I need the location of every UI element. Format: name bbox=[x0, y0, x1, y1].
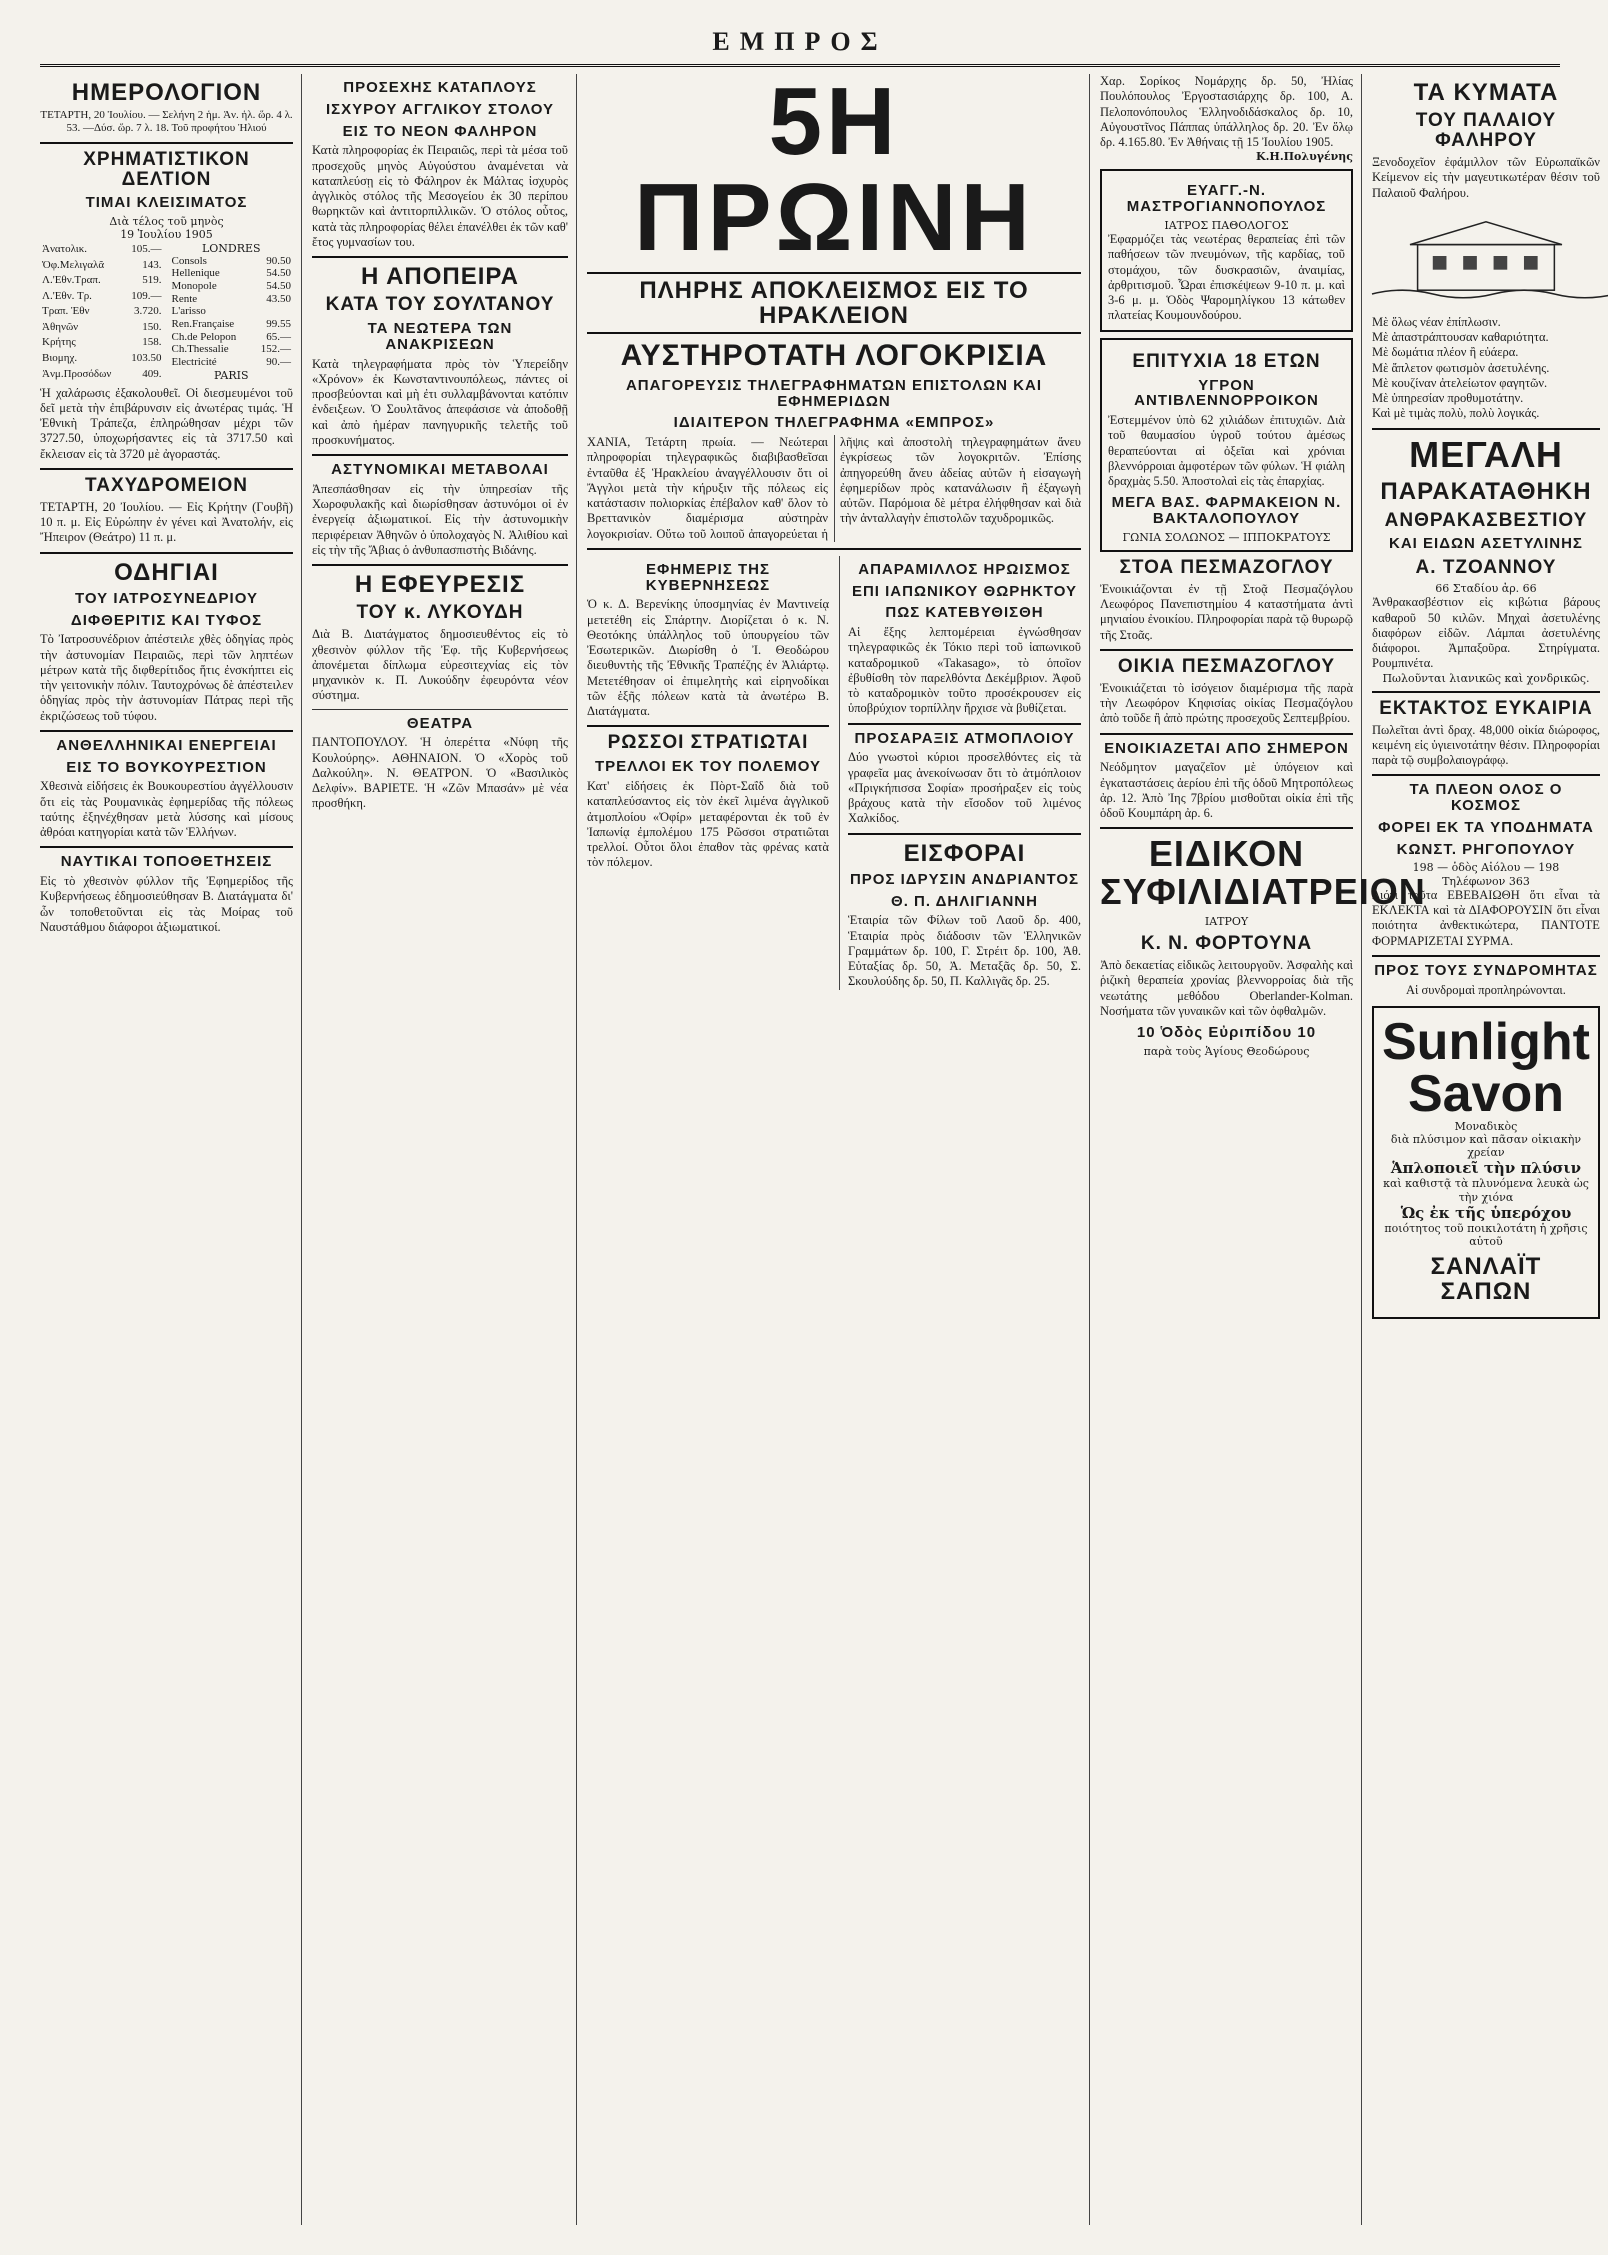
stoa-text: Ἐνοικιάζονται ἐν τῇ Στοᾷ Πεσμαζόγλου Λεωφόρος Πανεπιστημίου 4 καταστήματα ἀντὶ μηνιαίου ἐνοικίου. Πληροφορίαι παρὰ τῷ θυρωρῷ τῆς Στοᾶς. bbox=[1100, 581, 1353, 642]
waves-list-item: Μὲ κουζίναν ἀτελείωτον φαγητῶν. bbox=[1372, 375, 1548, 390]
rate-label: Ch.Thessalie bbox=[171, 343, 229, 356]
rate-label: Hellenique bbox=[171, 267, 220, 280]
sunlight-line-3: Ἁπλοποιεῖ τὴν πλύσιν bbox=[1390, 1159, 1582, 1178]
theatre-text: ΠΑΝΤΟΠΟΥΛΟΥ. Ἡ ὀπερέττα «Νύφη τῆς Κουλούρης». ΑΘΗΝΑΙΟΝ. Ὁ «Χορὸς τοῦ Δαλκούλη». Ν. ΘΕΑΤΡΟΝ. Ὁ «Βασιλικὸς Δελφίν». ΒΑΡΙΕΤΕ. Ἡ «Ζῶν Μπασάν» μὲ νέα προσθήκη. bbox=[312, 735, 568, 811]
guide-subtitle: ΤΟΥ ΙΑΤΡΟΣΥΝΕΔΡΙΟΥ bbox=[75, 589, 258, 607]
clinic-name: Κ. Ν. ΦΟΡΤΟΥΝΑ bbox=[1140, 933, 1313, 955]
doctor-role: ΙΑΤΡΟΣ ΠΑΘΟΛΟΓΟΣ bbox=[1164, 218, 1289, 232]
naval-title: ΝΑΥΤΙΚΑΙ ΤΟΠΟΘΕΤΗΣΕΙΣ bbox=[60, 853, 273, 871]
sale-title: ΕΚΤΑΚΤΟΣ ΕΥΚΑΙΡΙΑ bbox=[1379, 697, 1593, 719]
rate-row bbox=[40, 335, 164, 351]
subscribers-title: ΠΡΟΣ ΤΟΥΣ ΣΥΝΔΡΟΜΗΤΑΣ bbox=[1374, 961, 1598, 979]
fleet-subtitle-2: ΕΙΣ ΤΟ ΝΕΟΝ ΦΑΛΗΡΟΝ bbox=[342, 122, 538, 140]
house-title: ΟΙΚΙΑ ΠΕΣΜΑΖΟΓΛΟΥ bbox=[1117, 655, 1336, 677]
lead-story: ΧΑΝΙΑ, Τετάρτη πρωία. — Νεώτεραι πληροφορίαι τηλεγραφικῶς διαβιβασθεῖσαι ἐνταῦθα ἐξ Ἡρακλείου ἀναγγέλλουσιν ὅτι οἱ Ἄγγλοι μετὰ τὴν κήρυξιν τῆς πόλεως εἰς κατάστασιν πολιορκίας ἐπέβαλον καθ' ὅλον τὸ Βρεττανικὸν διαμέρισμα αὐστηρὰν λογοκρισίαν. Οὕτω τοῦ λοιποῦ ἀπαγορεύεται ἡ λῆψις καὶ ἀποστολὴ τηλεγραφημάτων ἄνευ ἐγκρίσεως τῶν λογοκριτῶν. Ἐπίσης ἀπηγορεύθη ἄνευ ἀδείας αὐτῶν ἡ εἰσαγωγὴ ἐφημερίδων πρὸς κατανάλωσιν ἢ ἐξαγωγὴ αὐτῶν. Παρόμοια δὲ μέτρα ἐλήφθησαν καὶ διὰ τὴν ἀνταλλαγὴν ἐπιστολῶν ταχυδρομικῶς. bbox=[587, 435, 1081, 541]
sunlight-line-1: Μοναδικὸς bbox=[1454, 1119, 1518, 1133]
rate-value: 65.— bbox=[266, 330, 291, 343]
rate-label: Κρήτης bbox=[42, 336, 76, 349]
columns bbox=[40, 68, 1600, 2225]
finance-rates bbox=[40, 242, 293, 382]
shoes-subtitle: ΦΟΡΕΙ ΕΚ ΤΑ ΥΠΟΔΗΜΑΤΑ bbox=[1378, 818, 1594, 836]
rate-value: 54.50 bbox=[266, 280, 291, 293]
waves-list-item: Καὶ μὲ τιμὰς πολὺ, πολὺ λογικάς. bbox=[1372, 406, 1540, 421]
rate-row bbox=[170, 331, 294, 344]
stranding-title: ΠΡΟΣΑΡΑΞΙΣ ΑΤΜΟΠΛΟΙΟΥ bbox=[854, 729, 1075, 747]
statue-text: Ἑταιρία τῶν Φίλων τοῦ Λαοῦ δρ. 400, Ἑταιρία πρὸς διάδοσιν τῶν Ἑλληνικῶν Γραμμάτων δρ. 100, Γ. Στρέιτ δρ. 100, Ἀθ. Εὐταξίας δρ. 50, Ἀ. Μεταξᾶς δρ. 50, Σ. Σκουλούδης δρ. 50, Π. Καλλιγᾶς δρ. 25. bbox=[848, 913, 1081, 989]
rates-right-table bbox=[170, 255, 294, 369]
clinic-address-2: παρὰ τοὺς Ἁγίους Θεοδώρους bbox=[1143, 1044, 1310, 1058]
waves-list-item: Μὲ ὅλως νέαν ἐπίπλωσιν. bbox=[1372, 314, 1501, 329]
donors-signature: Κ.Η.Πολυγένης bbox=[1256, 150, 1353, 164]
london-label: LONDRES bbox=[201, 241, 261, 255]
finance-subtitle: ΤΙΜΑΙ ΚΛΕΙΣΙΜΑΤΟΣ bbox=[85, 194, 248, 212]
waves-list-item: Μὲ ἄπλετον φωτισμὸν ἀσετυλένης. bbox=[1372, 360, 1550, 375]
sunlight-line-2: διὰ πλύσιμον καὶ πᾶσαν οἰκιακὴν χρείαν bbox=[1390, 1133, 1582, 1160]
pharmacy-name: ΜΕΓΑ ΒΑΣ. ΦΑΡΜΑΚΕΙΟΝ Ν. ΒΑΚΤΑΛΟΠΟΥΛΟΥ bbox=[1111, 494, 1342, 528]
rate-row bbox=[170, 356, 294, 369]
shoes-text: Διότι ταῦτα ΕΒΕΒΑΙΩΘΗ ὅτι εἶναι τὰ ΕΚΛΕΚΤΑ καὶ τὰ ΔΙΑΦΟΡΟΥΣΙΝ ὅτι εἶναι ποιότητα ἀνθεκτικώτερα, ΠΑΝΤΟΤΕ ΦΟΡΜΑΡΙΖΕΤΑΙ ΣΥΡΜΑ. bbox=[1372, 887, 1600, 948]
rate-value bbox=[252, 305, 293, 318]
column-2 bbox=[312, 74, 577, 2225]
rate-row bbox=[170, 293, 294, 306]
post-title: ΤΑΧΥΔΡΟΜΕΙΟΝ bbox=[85, 474, 248, 496]
invention-subtitle: ΤΟΥ κ. ΛΥΚΟΥΔΗ bbox=[356, 602, 524, 624]
rate-value: 3.720. bbox=[134, 305, 162, 318]
police-text: Ἀπεσπάσθησαν εἰς τὴν ὑπηρεσίαν τῆς Χωροφυλακῆς καὶ διωρίσθησαν ἀστυνόμοι οἱ ἐν ἐνεργείᾳ ἀξιωματικοί. Εἰς τὴν ἀστυνομικὴν περιφέρειαν Ἀθηνῶν ὁ ὑπολοχαγὸς Ν. Ἀλιθίου καὶ εἰς τὴν τῆς Ἄβιας ὁ ἀνθυπασπιστὴς Βιδάνης. bbox=[312, 481, 568, 557]
column-1 bbox=[40, 74, 302, 2225]
bucharest-subtitle: ΕΙΣ ΤΟ ΒΟΥΚΟΥΡΕΣΤΙΟΝ bbox=[66, 758, 267, 776]
waves-list-item: Μὲ δωμάτια πλέον ἢ εὐάερα. bbox=[1372, 345, 1519, 360]
rate-label: Consols bbox=[171, 254, 207, 267]
russian-subtitle: ΤΡΕΛΛΟΙ ΕΚ ΤΟΥ ΠΟΛΕΜΟΥ bbox=[595, 758, 821, 776]
remedy-ad bbox=[1100, 338, 1353, 552]
attempt-subtitle-2: ΤΑ ΝΕΩΤΕΡΑ ΤΩΝ ΑΝΑΚΡΙΣΕΩΝ bbox=[367, 320, 513, 353]
pharmacy-address: ΓΩΝΙΑ ΣΟΛΩΝΟΣ — ΙΠΠΟΚΡΑΤΟΥΣ bbox=[1122, 530, 1331, 544]
almanac-text: ΤΕΤΑΡΤΗ, 20 Ἰουλίου. — Σελήνη 2 ἡμ. Ἀν. ἡλ. ὥρ. 4 λ. 53. —Δύσ. ὥρ. 7 λ. 18. Τοῦ προφήτου Ἠλιού bbox=[40, 109, 293, 135]
rate-row bbox=[40, 366, 164, 382]
rate-row bbox=[170, 267, 294, 280]
heroism-title: ΑΠΑΡΑΜΙΛΛΟΣ ΗΡΩΙΣΜΟΣ bbox=[858, 560, 1071, 578]
sunlight-brand: Sunlight Savon bbox=[1382, 1012, 1590, 1123]
naval-text: Εἰς τὸ χθεσινὸν φύλλον τῆς Ἐφημερίδος τῆς Κυβερνήσεως ἐδημοσιεύθησαν Β. Διατάγματα δι' ὧν τοποθετοῦνται εἰς τὰς Μοίρας τοῦ Ναυστάθμου διάφοροι ἀξιωματικοί. bbox=[40, 874, 293, 934]
column-3 bbox=[587, 68, 1090, 2225]
sunlight-line-7: ΣΑΝΛΑΪΤ ΣΑΠΩΝ bbox=[1430, 1253, 1542, 1306]
rate-value: 519. bbox=[142, 274, 162, 287]
bucharest-title: ΑΝΘΕΛΛΗΝΙΚΑΙ ΕΝΕΡΓΕΙΑΙ bbox=[56, 736, 277, 754]
sale-text: Πωλεῖται ἀντὶ δραχ. 48,000 οἰκία διώροφος, κειμένη εἰς ὑγιεινοτάτην θέσιν. Πληροφορίαι παρὰ τῷ συμβολαιογράφῳ. bbox=[1372, 722, 1600, 768]
rate-label: Λ.'Εθν. Τρ. bbox=[42, 289, 92, 302]
almanac-title: ΗΜΕΡΟΛΟΓΙΟΝ bbox=[71, 79, 262, 106]
rate-value: 409. bbox=[142, 367, 162, 380]
headline-blockade: ΠΛΗΡΗΣ ΑΠΟΚΛΕΙΣΜΟΣ ΕΙΣ ΤΟ ΗΡΑΚΛΕΙΟΝ bbox=[587, 272, 1081, 334]
rate-value: 158. bbox=[142, 336, 162, 349]
gazette-text: Ὁ κ. Δ. Βερενίκης ὑποσμηνίας ἐν Μαντινείᾳ μετετέθη εἰς Σπάρτην. Διορίζεται ὁ κ. Ν. Θεοτόκης ὑπάλληλος τοῦ ὑπουργείου τῶν Ἐσωτερικῶν. Διωρίσθη ὁ Ἰ. Θεοδώρου διευθυντὴς τῆς Ἐθνικῆς Τραπέζης ἐν Ἁλιάρτῳ. Μετετέθησαν οἱ ἐπιμελητὴς καὶ εἰρηνοδίκαι τῶν ἑξῆς πόλεων κατὰ τὰ ἀνωτέρω Β. Διατάγματα. bbox=[587, 597, 829, 719]
waves-text: Ξενοδοχεῖον ἐφάμιλλον τῶν Εὐρωπαϊκῶν Κείμενον εἰς τὴν μαγευτικωτέραν θέσιν τοῦ Παλαιοῦ Φαλήρου. bbox=[1372, 155, 1600, 200]
guide-title: ΟΔΗΓΙΑΙ bbox=[114, 558, 219, 586]
rate-value: 103.50 bbox=[131, 351, 162, 364]
clinic-text: Ἀπὸ δεκαετίας εἰδικῶς λειτουργοῦν. Ἀσφαλὴς καὶ ῥιζικὴ θεραπεία χρονίας βλεννορροίας διὰ τῆς νεωτάτης μεθόδου Oberlander-Kolman. Νοσήματα τῶν γυναικῶν καὶ τῶν ὀφθαλμῶν. bbox=[1100, 958, 1353, 1018]
rent-text: Νεόδμητον μαγαζεῖον μὲ ὑπόγειον καὶ ἐγκαταστάσεις ἀερίου ἐπὶ τῆς ὁδοῦ Μητροπόλεως ἀρ. 12. Ἀπὸ Ἰης 7βρίου μισθοῦται οἰκία ἐπὶ τῆς ὁδοῦ Κουμπάρη ἀρ. 6. bbox=[1100, 760, 1353, 821]
masthead: ΕΜΠΡΟΣ bbox=[40, 20, 1560, 67]
doctor-ad bbox=[1100, 169, 1353, 331]
depot-subtitle-3: ΚΑΙ ΕΙΔΩΝ ΑΣΕΤΥΛΙΝΗΣ bbox=[1389, 535, 1583, 553]
lower-columns bbox=[587, 556, 1081, 990]
russian-text: Κατ' εἰδήσεις ἐκ Πὸρτ-Σαΐδ διὰ τοῦ καταπλεύσαντος εἰς τὸν ἐκεῖ λιμένα ἀγγλικοῦ ἀτμοπλοίου «Ὀφίρ» μεταφέρονται ἐκ τοῦ ἐν Ἰαπωνίᾳ ἐμπολέμου 175 Ρῶσσοι στρατιῶται τρελλοί. Οὗτοι ὅλοι ἐπαθον τὰς φρένας κατὰ τὸν πόλεμον. bbox=[587, 779, 829, 870]
headline-censorship: ΑΥΣΤΗΡΟΤΑΤΗ ΛΟΓΟΚΡΙΣΙΑ bbox=[620, 339, 1048, 373]
rate-value: 90.— bbox=[266, 355, 291, 368]
clinic-title: ΕΙΔΙΚΟΝ ΣΥΦΙΛΙΔΙΑΤΡΕΙΟΝ bbox=[1100, 833, 1426, 913]
rate-label: Ren.Française bbox=[171, 317, 235, 330]
clinic-role: ΙΑΤΡΟΥ bbox=[1204, 914, 1249, 928]
rate-row bbox=[40, 288, 164, 304]
clinic-address: 10 Ὁδὸς Εὐριπίδου 10 bbox=[1136, 1024, 1317, 1042]
rate-row bbox=[40, 257, 164, 273]
rate-row bbox=[170, 255, 294, 268]
attempt-text: Κατὰ τηλεγραφήματα πρὸς τὸν Ὑπερείδην «Χρόνον» ἐκ Κωνσταντινουπόλεως, πάντες οἱ προσβεύονται καὶ μὴ ἐτι συλλαμβάνονται κατόπιν ἐνδειξεων. Ὁ Σουλτᾶνος ἀπεφάσισε νὰ ἀποδοθῇ καὶ ἀπὸ ἡμέραν πανηγυρικῆς τελετῆς τοῦ προσκυνήματος. bbox=[312, 356, 568, 447]
russian-title: ΡΩΣΣΟΙ ΣΤΡΑΤΙΩΤΑΙ bbox=[607, 732, 809, 754]
rate-row bbox=[40, 351, 164, 367]
depot-title: ΜΕΓΑΛΗ bbox=[1409, 433, 1563, 475]
shoes-address: 198 — ὁδὸς Αἰόλου — 198 bbox=[1412, 861, 1560, 875]
house-text: Ἐνοικιάζεται τὸ ἰσόγειον διαμέρισμα τῆς παρὰ τὴν Λεωφόρον Κηφισίας οἰκίας Πεσμαζόγλου ἀπὸ τοῦδε ἢ ἀπὸ πρώτης προσεχοῦς Σεπτεμβρίου. bbox=[1100, 680, 1353, 726]
sunlight-ad bbox=[1372, 1006, 1600, 1319]
rate-label: Ἀνατολικ. bbox=[42, 243, 88, 256]
heroism-subtitle: ΕΠΙ ΙΑΠΩΝΙΚΟΥ ΘΩΡΗΚΤΟΥ bbox=[851, 582, 1078, 600]
finance-subtitle-2: Διὰ τέλος τοῦ μηνὸς bbox=[109, 215, 224, 229]
rate-row bbox=[40, 319, 164, 335]
rate-row bbox=[40, 242, 164, 258]
edition-banner: 5Η ΠΡΩΙΝΗ bbox=[634, 68, 1034, 271]
invention-text: Διὰ Β. Διατάγματος δημοσιευθέντος εἰς τὸ χθεσινὸν φύλλον τῆς Ἐφ. τῆς Κυβερνήσεως ἀπονέμεται δίπλωμα εὑρεσιτεχνίας εἰς τὸν μηχανικὸν κ. Π. Λυκούδην ἐφευρόντα νέον σύστημα. bbox=[312, 627, 568, 703]
rate-label: Electricité bbox=[171, 355, 217, 368]
guide-subtitle-2: ΔΙΦΘΕΡΙΤΙΣ ΚΑΙ ΤΥΦΟΣ bbox=[70, 611, 263, 629]
rate-value: 109.— bbox=[131, 289, 162, 302]
finance-title: ΧΡΗΜΑΤΙΣΤΙΚΟΝ ΔΕΛΤΙΟΝ bbox=[83, 148, 250, 190]
doctor-text: Ἐφαρμόζει τὰς νεωτέρας θεραπείας ἐπὶ τῶν παθήσεων τῶν πνευμόνων, τῆς καρδίας, τοῦ στομάχου, τῶν δυσκρασιῶν, ἀναιμίας, ἀρθριτισμοῦ. Ὧραι ἐπισκέψεων 9-10 π. μ. καὶ 3-6 μ. μ. Ὁδὸς Ψαρομηλίγκου 13 κάτωθεν πλατείας Κουμουνδούρου. bbox=[1108, 232, 1345, 323]
fleet-text: Κατὰ πληροφορίας ἐκ Πειραιῶς, περὶ τὰ μέσα τοῦ προσεχοῦς μηνὸς Αὐγούστου ἀναμένεται νὰ καταπλεύσῃ εἰς τὸ Φάληρον ἐκ Μάλτας ἰσχυρὸς ἀγγλικὸς στόλος τῆς Μεσογείου ἐκ 30 περίπου θωρηκτῶν καὶ ἀντιτορπιλλικῶν. Ὁ στόλος οὗτος, κατὰ τὰς πληροφορίας θέλει ἐπανέλθει ἐκ τῶν καθ' ἔτος γυμνασίων του. bbox=[312, 143, 568, 249]
stoa-title: ΣΤΟΑ ΠΕΣΜΑΖΟΓΛΟΥ bbox=[1119, 557, 1334, 578]
stranding-text: Δύο γνωστοὶ κύριοι προσελθόντες εἰς τὰ γραφεῖα μας ἀνεκοίνωσαν ὅτι τὸ ἀτμόπλοιον «Πριγκήπισσα Σοφία» προσήραξεν εἰς τοὺς βράχους κατὰ τὴν εἴσοδον τοῦ λιμένος Χαλκίδος. bbox=[848, 750, 1081, 826]
paris-label: PARIS bbox=[214, 368, 249, 382]
rate-value: 54.50 bbox=[266, 267, 291, 280]
rate-row bbox=[170, 343, 294, 356]
rate-value: 150. bbox=[142, 320, 162, 333]
hotel-illustration bbox=[1372, 201, 1600, 311]
fleet-title: ΠΡΟΣΕΧΗΣ ΚΑΤΑΠΛΟΥΣ bbox=[343, 79, 537, 96]
headline-ban: ΑΠΑΓΟΡΕΥΣΙΣ ΤΗΛΕΓΡΑΦΗΜΑΤΩΝ ΕΠΙΣΤΟΛΩΝ ΚΑΙ ΕΦΗΜΕΡΙΔΩΝ bbox=[625, 376, 1043, 410]
post-text: ΤΕΤΑΡΤΗ, 20 Ἰουλίου. — Εἰς Κρήτην (Γουβῆ) 10 π. μ. Εἰς Εὐρώπην ἐν γένει καὶ Ἀνατολήν, εἰς Ἤπειρον (Θεάτρο) 11 π. μ. bbox=[40, 499, 293, 545]
column-5 bbox=[1372, 74, 1608, 2225]
waves-subtitle: ΤΟΥ ΠΑΛΑΙΟΥ ΦΑΛΗΡΟΥ bbox=[1415, 110, 1557, 152]
donors-text: Χαρ. Σορίκος Νομάρχης δρ. 50, Ἠλίας Πουλόπουλος Ἐργοστασιάρχης δρ. 100, Α. Πελοπονόπουλος Ἑλληνοδιδάσκαλος δρ. 10, Αὐγουστῖνος Πάππας ὑπάλληλος δρ. 20. Ἐν ὅλῳ δρ. 4.165.80. Ἐν Ἀθήναις τῇ 15 Ἰουλίου 1905. bbox=[1100, 74, 1353, 149]
attempt-title: Η ΑΠΟΠΕΙΡΑ bbox=[360, 263, 519, 290]
rate-value: 152.— bbox=[260, 343, 291, 356]
rate-label: Rente bbox=[171, 292, 198, 305]
rates-left-table bbox=[40, 242, 164, 382]
waves-list bbox=[1372, 315, 1600, 422]
rate-row bbox=[170, 318, 294, 331]
gazette-title: ΕΦΗΜΕΡΙΣ ΤΗΣ ΚΥΒΕΡΝΗΣΕΩΣ bbox=[645, 560, 771, 594]
shoes-phone: Τηλέφωνον 363 bbox=[1442, 874, 1530, 888]
shoes-title: ΤΑ ΠΛΕΟΝ ΟΛΟΣ Ο ΚΟΣΜΟΣ bbox=[1409, 781, 1563, 815]
attempt-subtitle: ΚΑΤΑ ΤΟΥ ΣΟΥΛΤΑΝΟΥ bbox=[325, 294, 555, 316]
fleet-subtitle: ΙΣΧΥΡΟΥ ΑΓΓΛΙΚΟΥ ΣΤΟΛΟΥ bbox=[325, 100, 555, 118]
police-title: ΑΣΤΥΝΟΜΙΚΑΙ ΜΕΤΑΒΟΛΑΙ bbox=[331, 461, 549, 479]
rate-row bbox=[40, 304, 164, 320]
waves-list-item: Μὲ ὑπηρεσίαν προθυμοτάτην. bbox=[1372, 391, 1524, 406]
waves-list-item: Μὲ ἀπαστράπτουσαν καθαριότητα. bbox=[1372, 330, 1549, 345]
statue-title: ΕΙΣΦΟΡΑΙ bbox=[903, 839, 1026, 867]
theatre-title: ΘΕΑΤΡΑ bbox=[406, 714, 474, 732]
rate-row bbox=[170, 305, 294, 318]
rate-label: Λ.'Εθν.Τραπ. bbox=[42, 274, 101, 287]
rate-row bbox=[40, 273, 164, 289]
doctor-name: ΕΥΑΓΓ.-Ν. ΜΑΣΤΡΟΓΙΑΝΝΟΠΟΥΛΟΣ bbox=[1126, 182, 1327, 216]
bucharest-text: Χθεσινὰ εἰδήσεις ἐκ Βουκουρεστίου ἀγγέλλουσιν ὅτι εἰς τὰς Ρουμανικὰς ἐφημερίδας τῆς πόλεως ταύτης ἐξηνέχθησαν μετὰ λύσσης καὶ μίσους ἀθρόαι κατηγορίαι κατὰ τῶν Ἑλλήνων. bbox=[40, 779, 293, 840]
subscribers-text: Αἱ συνδρομαὶ προπληρώνονται. bbox=[1406, 982, 1566, 997]
rate-value: 90.50 bbox=[266, 254, 291, 267]
rate-label: Τραπ. Ἐθν bbox=[42, 305, 90, 318]
heroism-subtitle-2: ΠΩΣ ΚΑΤΕΒΥΘΙΣΘΗ bbox=[885, 604, 1044, 622]
depot-sale: Πωλοῦνται λιανικῶς καὶ χονδρικῶς. bbox=[1382, 671, 1590, 685]
sunlight-line-4: καὶ καθιστᾷ τὰ πλυνόμενα λευκὰ ὡς τὴν χιόνα bbox=[1383, 1177, 1589, 1204]
rate-value: 143. bbox=[142, 258, 162, 271]
depot-owner: Α. ΤΖΟΑΝΝΟΥ bbox=[1415, 557, 1557, 579]
heroism-text: Αἱ ἔξης λεπτομέρειαι ἐγνώσθησαν τηλεγραφικῶς ἐκ Τόκιο περὶ τοῦ ἰαπωνικοῦ καταδρομικοῦ «Takasago», τὸ ὁποῖον ἐβυθίσθη τὸν παρελθόντα Δεκέμβριον. Ἀφοῦ τὸ καταδρομικὸν τοῦτο προσέκρουσεν εἰς ὑποβρύχιον τορπίλλην ἤρχισε νὰ βυθίζεται. bbox=[848, 625, 1081, 716]
rate-value: 105.— bbox=[131, 243, 162, 256]
remedy-title: ΕΠΙΤΥΧΙΑ 18 ΕΤΩΝ bbox=[1132, 350, 1321, 372]
remedy-text: Ἐστεμμένον ὑπὸ 62 χιλιάδων ἐπιτυχιῶν. Διὰ τοῦ θαυμασίου ὑγροῦ τούτου ἀμέσως θεραπεύονται αἱ ὀξεῖαι καὶ χρόνιαι βλεννόρροιαι ἀμφοτέρων τῶν φύλων. Ἡ φιάλη δραχμὰς 5.50. Ἀποστολαὶ εἰς τὰς ἐπαρχίας. bbox=[1108, 413, 1345, 489]
rate-value: 99.55 bbox=[266, 317, 291, 330]
depot-text: Ἀνθρακασβέστιον εἰς κιβώτια βάρους καθαροῦ 50 κιλῶν. Μηχαὶ ἀσετυλένης διαφόρων εἰδῶν. Λάμπαι ἀσετυλένης διάφοροι. Ἀμπαξοῦρα. Στηρίγματα. Ρουμπινέτα. bbox=[1372, 595, 1600, 671]
invention-title: Η ΕΦΕΥΡΕΣΙΣ bbox=[354, 571, 526, 599]
sunlight-line-6: ποιότητος τοῦ ποικιλοτάτη ἡ χρῆσις αὐτοῦ bbox=[1384, 1221, 1588, 1248]
rate-label: Ch.de Pelopon bbox=[171, 330, 237, 343]
sunlight-line-5: Ὡς ἐκ τῆς ὑπερόχου bbox=[1400, 1203, 1572, 1222]
depot-subtitle: ΠΑΡΑΚΑΤΑΘΗΚΗ bbox=[1380, 478, 1592, 506]
rate-label: Βιομηχ. bbox=[42, 351, 78, 364]
statue-subtitle: ΠΡΟΣ ΙΔΡΥΣΙΝ ΑΝΔΡΙΑΝΤΟΣ bbox=[849, 870, 1080, 888]
waves-title: ΤΑ ΚΥΜΑΤΑ bbox=[1413, 79, 1559, 106]
finance-date: 19 Ἰουλίου 1905 bbox=[120, 228, 213, 242]
guide-text: Τὸ Ἰατροσυνέδριον ἀπέστειλε χθὲς ὁδηγίας πρὸς τὴν ἀστυνομίαν Πειραιῶς, περὶ τῶν ληπτέων μέτρων κατὰ τῆς διφθερίτιδος ἥτις ἐνσκήπτει εἰς τὴν γειτονικὴν πόλιν. Ταυτοχρόνως δὲ ἀπέστειλεν ὁδηγίας πρὸς τὴν ἀστυνομίαν Πάτρας περὶ τῆς ἐκριζώσεως τοῦ τύφου. bbox=[40, 632, 293, 723]
depot-address: 66 Σταδίου ἀρ. 66 bbox=[1435, 582, 1537, 596]
rate-label: Ὀφ.Μελιγαλᾶ bbox=[42, 258, 105, 271]
finance-text: Ἡ χαλάρωσις ἐξακολουθεῖ. Οἱ διεσμευμένοι τοῦ δεῖ μετὰ τὴν ἐπιβάρυνσιν εἰς ἀνωτέρας τιμάς. Ἡ Ἐθνικὴ Τράπεζα, ἐπληρώθησαν μέχρι τῶν 3727.50, ὑποχωρήσαντες εἰς τὰ 3717.50 καὶ ἔκλεισαν εἰς τὰ 3720 μὲ ἀγοραστάς. bbox=[40, 385, 293, 461]
statue-subtitle-2: Θ. Π. ΔΗΛΙΓΙΑΝΝΗ bbox=[891, 892, 1038, 910]
depot-subtitle-2: ΑΝΘΡΑΚΑΣΒΕΣΤΙΟΥ bbox=[1384, 509, 1588, 531]
rate-label: Ἀνμ.Προσόδων bbox=[42, 367, 112, 380]
rate-value: 43.50 bbox=[266, 292, 291, 305]
shoes-owner: ΚΩΝΣΤ. ΡΗΓΟΠΟΥΛΟΥ bbox=[1396, 840, 1576, 858]
rent-title: ΕΝΟΙΚΙΑΖΕΤΑΙ ΑΠΟ ΣΗΜΕΡΟΝ bbox=[1104, 739, 1349, 757]
rate-label: L'arisso bbox=[171, 305, 206, 318]
remedy-subtitle: ΥΓΡΟΝ ΑΝΤΙΒΛΕΝΝΟΡΡΟΙΚΟΝ bbox=[1134, 376, 1319, 410]
column-4 bbox=[1100, 74, 1426, 2225]
rate-label: Ἀθηνῶν bbox=[42, 320, 79, 333]
headline-telegram: ΙΔΙΑΙΤΕΡΟΝ ΤΗΛΕΓΡΑΦΗΜΑ «ΕΜΠΡΟΣ» bbox=[673, 414, 995, 432]
rate-row bbox=[170, 280, 294, 293]
rate-label: Monopole bbox=[171, 280, 217, 293]
